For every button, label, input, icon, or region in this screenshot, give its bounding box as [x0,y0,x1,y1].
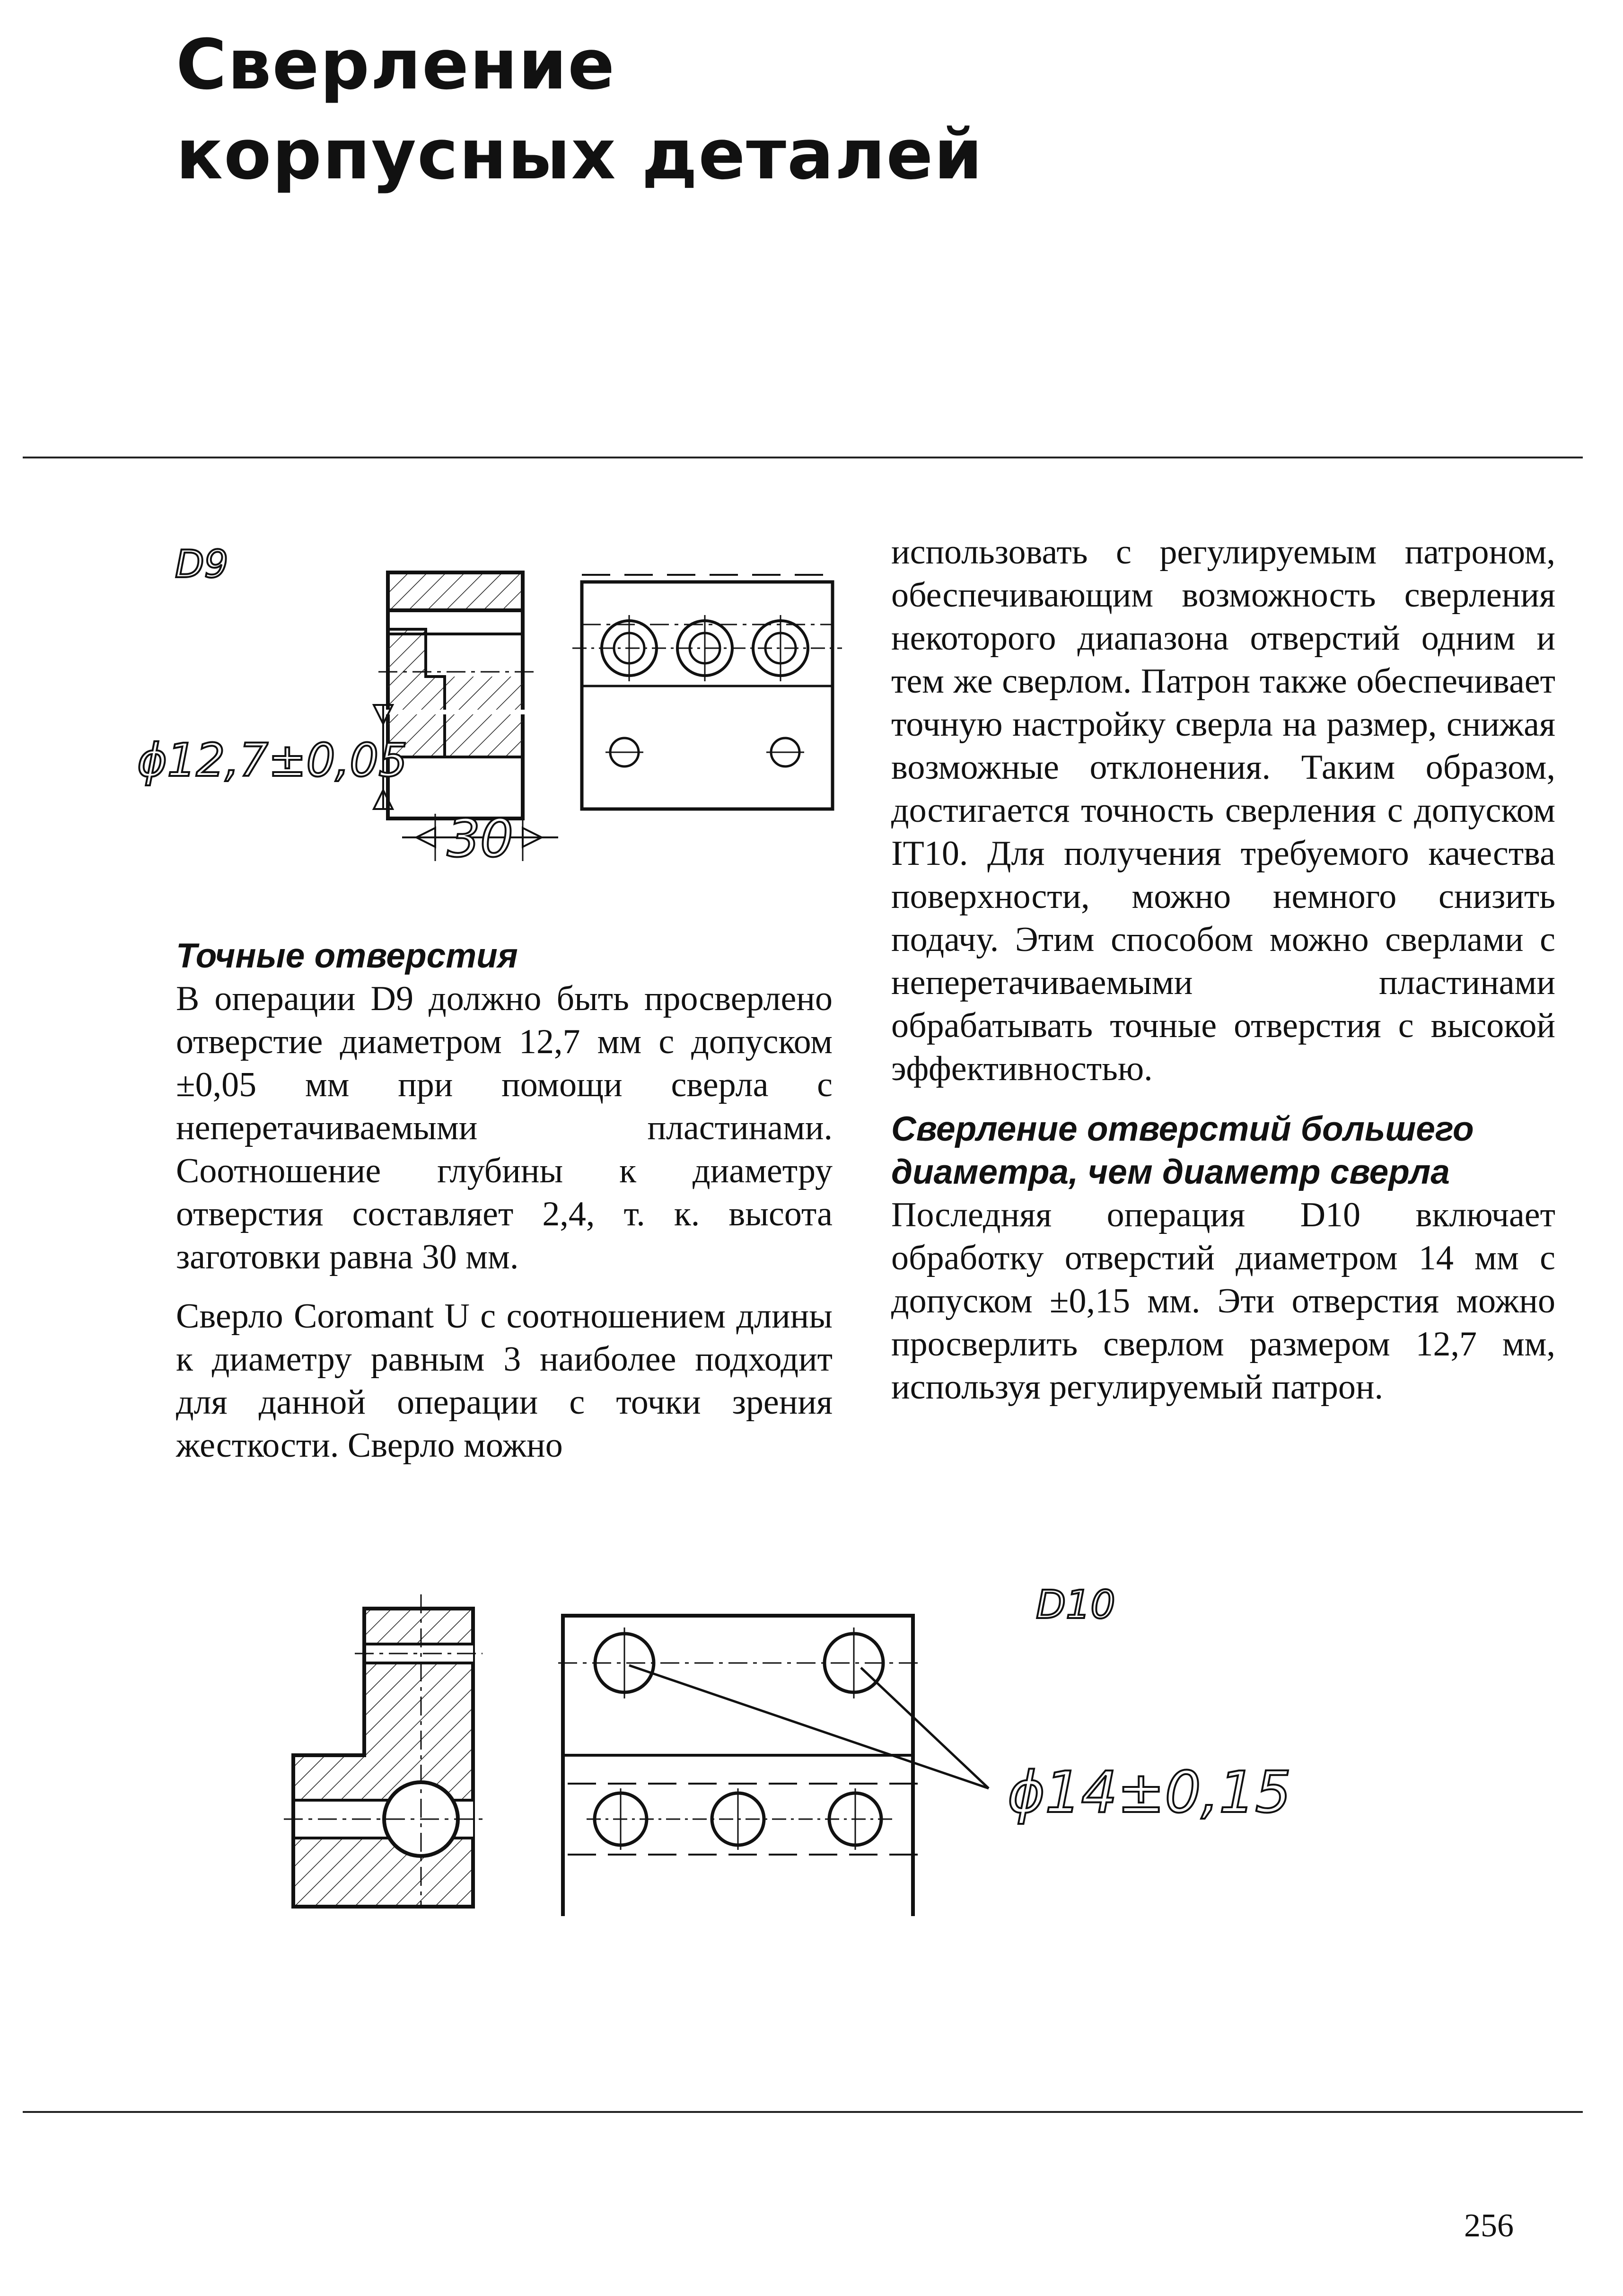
figure-d9-diameter-dim: ϕ12,7±0,05 [137,734,408,787]
figure-d9-drawing [132,530,851,889]
d10-plan-view [558,1616,989,1916]
section-heading-precise-holes: Точные отверстия [176,937,518,975]
bottom-divider [23,2111,1583,2113]
paragraph-d9-operation: В операции D9 должно быть просверлено отверстие диаметром 12,7 мм с допуском ±0,05 мм при помощи сверла с неперетачиваемыми пластинами. Соотношение глубины к диаметру отверстия составляет 2,4, т. к. высота заготовки равна 30 мм. [176,979,833,1276]
title-line-2: корпусных деталей [176,114,983,195]
figure-d10-diameter-dim: ϕ14±0,15 [1008,1760,1291,1826]
page-title [176,20,1169,200]
figure-d10-drawing [284,1575,1325,1916]
paragraph-coromant-u: Сверло Coromant U с соотношением длины к диаметру равным 3 наиболее подходит для данной операции с точки зрения жесткости. Сверло можно [176,1297,833,1465]
paragraph-d10-operation: Последняя операция D10 включает обработку отверстий диаметром 14 мм с допуском ±0,15 мм. Эти отверстия можно просверлить сверлом размером 12,7 мм, используя регулируемый патрон. [891,1196,1555,1407]
left-column [176,934,833,1467]
d10-section-view [284,1594,483,1907]
figure-d10-label: D10 [1036,1583,1115,1627]
page-number: 256 [1464,2208,1514,2244]
section-heading-larger-holes: Сверление отверстий большего диаметра, чем диаметр сверла [891,1110,1474,1191]
paragraph-adjustable-holder: использовать с регулируемым патроном, обеспечивающим возможность сверления некоторого диапазона отверстий одним и тем же сверлом. Патрон также обеспечивает точную настройку сверла на размер, снижая возможные отклонения. Таким образом, достигается точность сверления с допуском IT10. Для получения требуемого качества поверхности, можно немного снизить подачу. Этим способом можно сверлами с неперетачиваемыми пластинами обрабатывать точные отверстия с высокой эффективностью. [891,533,1555,1088]
top-divider [23,457,1583,458]
figure-d9-depth-dim: 30 [447,808,513,869]
d9-plan-view [572,575,842,809]
title-line-1: Сверление [176,25,616,105]
figure-d9-label: D9 [175,542,228,586]
right-column [891,531,1555,1409]
